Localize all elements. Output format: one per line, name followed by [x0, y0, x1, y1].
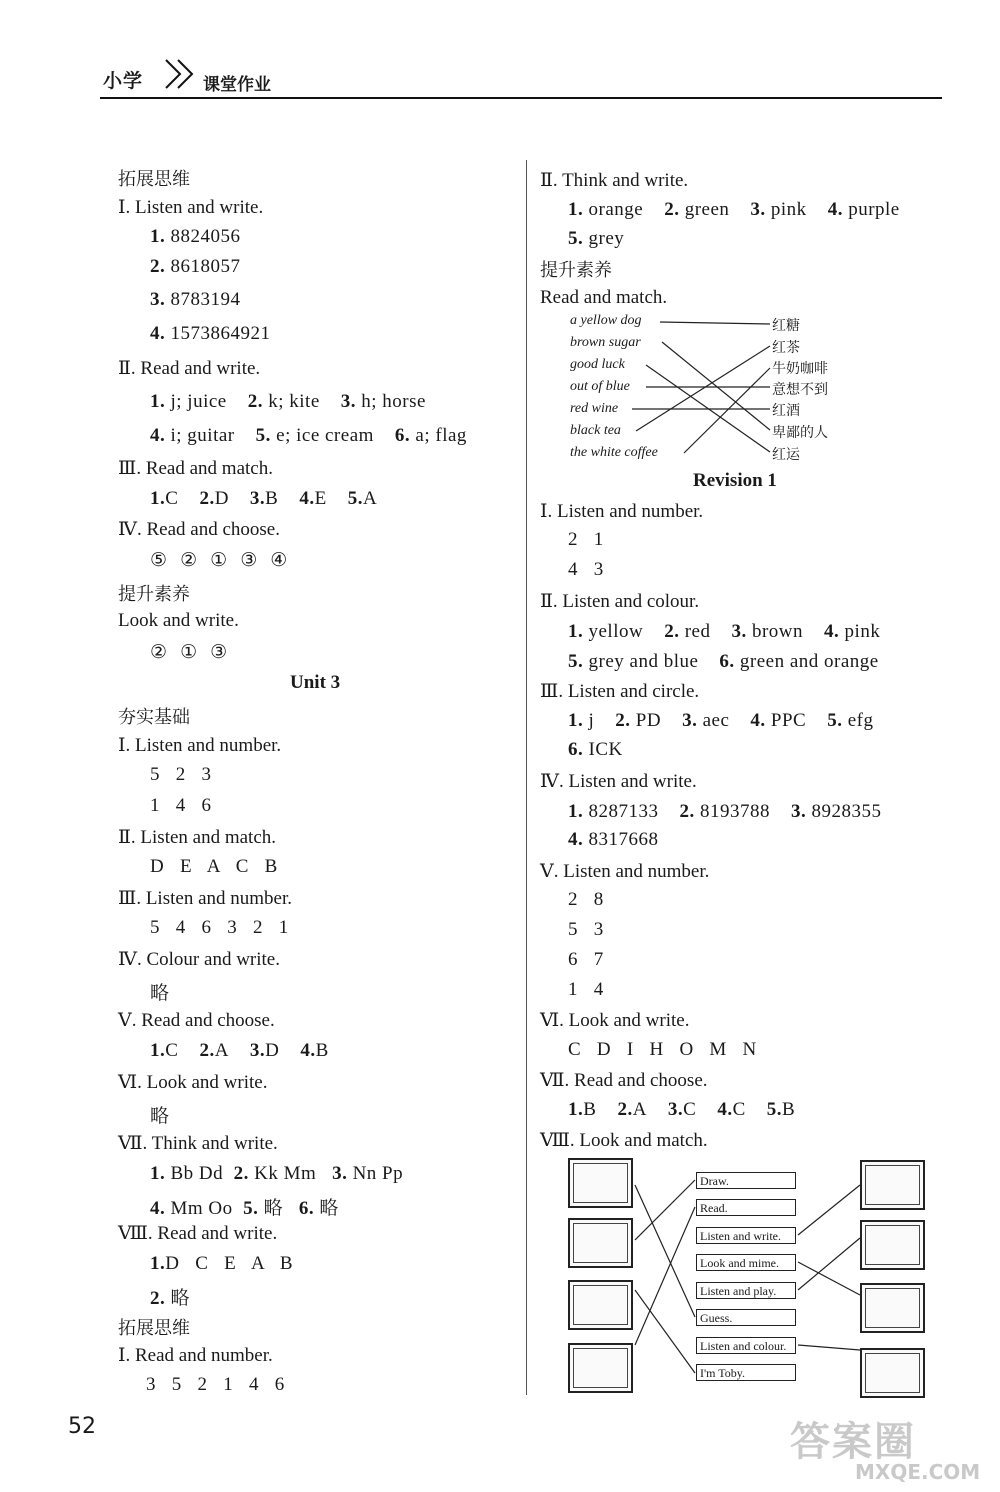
answer-line: 1 4 [568, 979, 604, 1000]
answer-line: 5. grey [568, 228, 625, 249]
activity-label: I'm Toby. [696, 1364, 796, 1381]
book-series-title: 小学 [103, 70, 144, 92]
match-right-item: 意想不到 [772, 382, 828, 398]
answer-value: 略 [263, 1198, 284, 1219]
answer-value: B [315, 1040, 329, 1061]
activity-label: Draw. [696, 1172, 796, 1189]
answer-value: yellow [588, 621, 644, 642]
answer-line: 2. 略 [150, 1288, 191, 1309]
answer-line: 1. j; juice 2. k; kite 3. h; horse [150, 391, 426, 412]
answer-value: 8618057 [170, 256, 241, 277]
answer-value: C [683, 1099, 697, 1120]
header-rule [100, 97, 942, 99]
answer-value: D [214, 488, 229, 509]
answer-value: Bb Dd [170, 1163, 224, 1184]
answer-value: C [165, 488, 179, 509]
question-title: Ⅰ. Listen and number. [118, 735, 282, 756]
activity-picture [568, 1280, 633, 1330]
activity-picture [860, 1160, 925, 1210]
answer-line: 略 [150, 1105, 170, 1127]
match-left-item: out of blue [570, 379, 630, 394]
answer-value: pink [770, 199, 807, 220]
answer-value: green [684, 199, 730, 220]
answer-line: 4. 8317668 [568, 829, 659, 850]
answer-line: 1.C 2.D 3.B 4.E 5.A [150, 488, 378, 509]
answer-value: brown [751, 621, 804, 642]
activity-label: Listen and colour. [696, 1337, 796, 1354]
answer-value: PD [635, 710, 662, 731]
answer-line: 1. yellow 2. red 3. brown 4. pink [568, 621, 881, 642]
answer-value: h; horse [361, 391, 426, 412]
answer-line: 1. 8287133 2. 8193788 3. 8928355 [568, 801, 882, 822]
answer-value: 8783194 [170, 289, 241, 310]
activity-picture [568, 1343, 633, 1393]
answer-value: B [782, 1099, 796, 1120]
answer-line: C D I H O M N [568, 1039, 757, 1060]
activity-label: Guess. [696, 1309, 796, 1326]
question-title: Ⅶ. Think and write. [118, 1133, 278, 1154]
answer-value: e; ice cream [276, 425, 374, 446]
answer-value: purple [848, 199, 900, 220]
match-right-item: 红糖 [772, 318, 800, 334]
answer-line: 3. 8783194 [150, 289, 241, 310]
answer-value: a; flag [415, 425, 467, 446]
match-left-item: a yellow dog [570, 313, 642, 328]
answer-line: 略 [150, 982, 170, 1004]
answer-value: efg [847, 710, 874, 731]
answer-value: C [732, 1099, 746, 1120]
answer-line: 1. j 2. PD 3. aec 4. PPC 5. efg [568, 710, 874, 731]
question-title: Read and match. [540, 287, 668, 308]
section-heading: 拓展思维 [118, 1318, 190, 1339]
answer-line: 5 3 [568, 919, 604, 940]
answer-line: 5 4 6 3 2 1 [150, 917, 289, 938]
activity-picture [860, 1283, 925, 1333]
activity-picture [860, 1220, 925, 1270]
answer-value: PPC [770, 710, 807, 731]
answer-line: ② ① ③ [150, 641, 228, 663]
match-right-item: 红茶 [772, 340, 800, 356]
answer-value: A [362, 488, 378, 509]
activity-picture [860, 1348, 925, 1398]
section-heading: 夯实基础 [118, 707, 190, 728]
answer-value: red [684, 621, 711, 642]
activity-label: Listen and write. [696, 1227, 796, 1244]
question-title: Ⅱ. Think and write. [540, 170, 689, 191]
answer-line: 1.C 2.A 3.D 4.B [150, 1040, 329, 1061]
match-left-item: black tea [570, 423, 621, 438]
section-heading: 提升素养 [540, 260, 612, 281]
answer-value: pink [844, 621, 881, 642]
answer-value: 8824056 [170, 226, 241, 247]
answer-value: D C E A B [165, 1253, 294, 1274]
activity-picture [568, 1218, 633, 1268]
answer-value: k; kite [268, 391, 320, 412]
answer-value: C [165, 1040, 179, 1061]
question-title: Ⅳ. Listen and write. [540, 771, 697, 792]
answer-line: 5. grey and blue 6. green and orange [568, 651, 879, 672]
question-title: Ⅲ. Read and match. [118, 458, 273, 479]
answer-value: grey [588, 228, 625, 249]
match-left-item: red wine [570, 401, 619, 416]
answer-value: j; juice [170, 391, 227, 412]
answer-value: 略 [319, 1198, 339, 1219]
answer-value: D [265, 1040, 280, 1061]
match-right-item: 红运 [772, 447, 800, 463]
question-title: Ⅲ. Listen and number. [118, 888, 292, 909]
match-left-item: brown sugar [570, 335, 641, 350]
activity-label: Listen and play. [696, 1282, 796, 1299]
answer-value: i; guitar [170, 425, 235, 446]
answer-value: aec [702, 710, 730, 731]
watermark-logo: 答案圈 [790, 1419, 916, 1465]
answer-value: Nn Pp [352, 1163, 404, 1184]
question-title: Look and write. [118, 610, 239, 631]
question-title: Ⅰ. Listen and number. [540, 501, 704, 522]
answer-value: Kk Mm [254, 1163, 317, 1184]
activity-label: Read. [696, 1199, 796, 1216]
match-right-item: 卑鄙的人 [772, 425, 828, 441]
answer-value: E [314, 488, 327, 509]
question-title: Ⅰ. Listen and write. [118, 197, 264, 218]
question-title: Ⅴ. Read and choose. [118, 1010, 275, 1031]
answer-value: 1573864921 [170, 323, 271, 344]
question-title: Ⅲ. Listen and circle. [540, 681, 700, 702]
section-heading: 拓展思维 [118, 169, 190, 190]
answer-value: 8317668 [588, 829, 659, 850]
answer-line: 6. ICK [568, 739, 623, 760]
activity-picture [568, 1158, 633, 1208]
answer-line: 4 3 [568, 559, 604, 580]
answer-value: Mm Oo [170, 1198, 233, 1219]
answer-line: 1 4 6 [150, 795, 212, 816]
book-subtitle: 课堂作业 [203, 75, 271, 95]
question-title: Ⅷ. Look and match. [540, 1130, 708, 1151]
answer-line: 1. orange 2. green 3. pink 4. purple [568, 199, 900, 220]
question-title: Ⅱ. Read and write. [118, 358, 261, 379]
match-right-item: 牛奶咖啡 [772, 361, 828, 377]
answer-value: orange [588, 199, 644, 220]
answer-line: 6 7 [568, 949, 604, 970]
answer-value: 8193788 [700, 801, 770, 822]
watermark-url: MXQE.COM [855, 1460, 981, 1484]
match-right-item: 红酒 [772, 403, 800, 419]
answer-line: 1.D C E A B [150, 1253, 294, 1274]
unit-heading: Unit 3 [290, 672, 341, 693]
answer-line: D E A C B [150, 856, 278, 877]
column-divider [526, 160, 527, 1395]
question-title: Ⅷ. Read and write. [118, 1223, 278, 1244]
activity-label: Look and mime. [696, 1254, 796, 1271]
question-title: Ⅴ. Listen and number. [540, 861, 710, 882]
answer-value: green and orange [739, 651, 879, 672]
answer-line: 5 2 3 [150, 764, 212, 785]
answer-line: 4. Mm Oo 5. 略 6. 略 [150, 1198, 339, 1219]
look-and-match-diagram [560, 1150, 940, 1400]
match-left-item: good luck [570, 357, 625, 372]
answer-line: 1.B 2.A 3.C 4.C 5.B [568, 1099, 796, 1120]
question-title: Ⅱ. Listen and colour. [540, 591, 700, 612]
answer-value: ICK [588, 739, 623, 760]
answer-line: 1. Bb Dd 2. Kk Mm 3. Nn Pp [150, 1163, 404, 1184]
answer-value: 略 [170, 1288, 191, 1309]
answer-value: A [214, 1040, 229, 1061]
answer-line: 2 8 [568, 889, 604, 910]
answer-line: 2. 8618057 [150, 256, 241, 277]
answer-line: 3 5 2 1 4 6 [146, 1374, 285, 1395]
unit-heading: Revision 1 [693, 470, 777, 491]
double-chevron-icon [160, 56, 200, 92]
match-left-item: the white coffee [570, 445, 658, 460]
answer-value: 8287133 [588, 801, 659, 822]
answer-value: j [588, 710, 595, 731]
answer-value: B [583, 1099, 597, 1120]
question-title: Ⅰ. Read and number. [118, 1345, 273, 1366]
section-heading: 提升素养 [118, 584, 190, 605]
question-title: Ⅱ. Listen and match. [118, 827, 277, 848]
answer-line: 4. i; guitar 5. e; ice cream 6. a; flag [150, 425, 467, 446]
question-title: Ⅳ. Read and choose. [118, 519, 280, 540]
question-title: Ⅵ. Look and write. [118, 1072, 268, 1093]
question-title: Ⅵ. Look and write. [540, 1010, 690, 1031]
answer-line: 1. 8824056 [150, 226, 241, 247]
answer-value: grey and blue [588, 651, 699, 672]
page-number: 52 [68, 1414, 96, 1439]
question-title: Ⅶ. Read and choose. [540, 1070, 708, 1091]
answer-line: 2 1 [568, 529, 604, 550]
answer-value: 8928355 [811, 801, 882, 822]
answer-value: B [265, 488, 279, 509]
answer-value: A [632, 1099, 647, 1120]
question-title: Ⅳ. Colour and write. [118, 949, 280, 970]
answer-line: 4. 1573864921 [150, 323, 271, 344]
answer-line: ⑤ ② ① ③ ④ [150, 549, 288, 571]
